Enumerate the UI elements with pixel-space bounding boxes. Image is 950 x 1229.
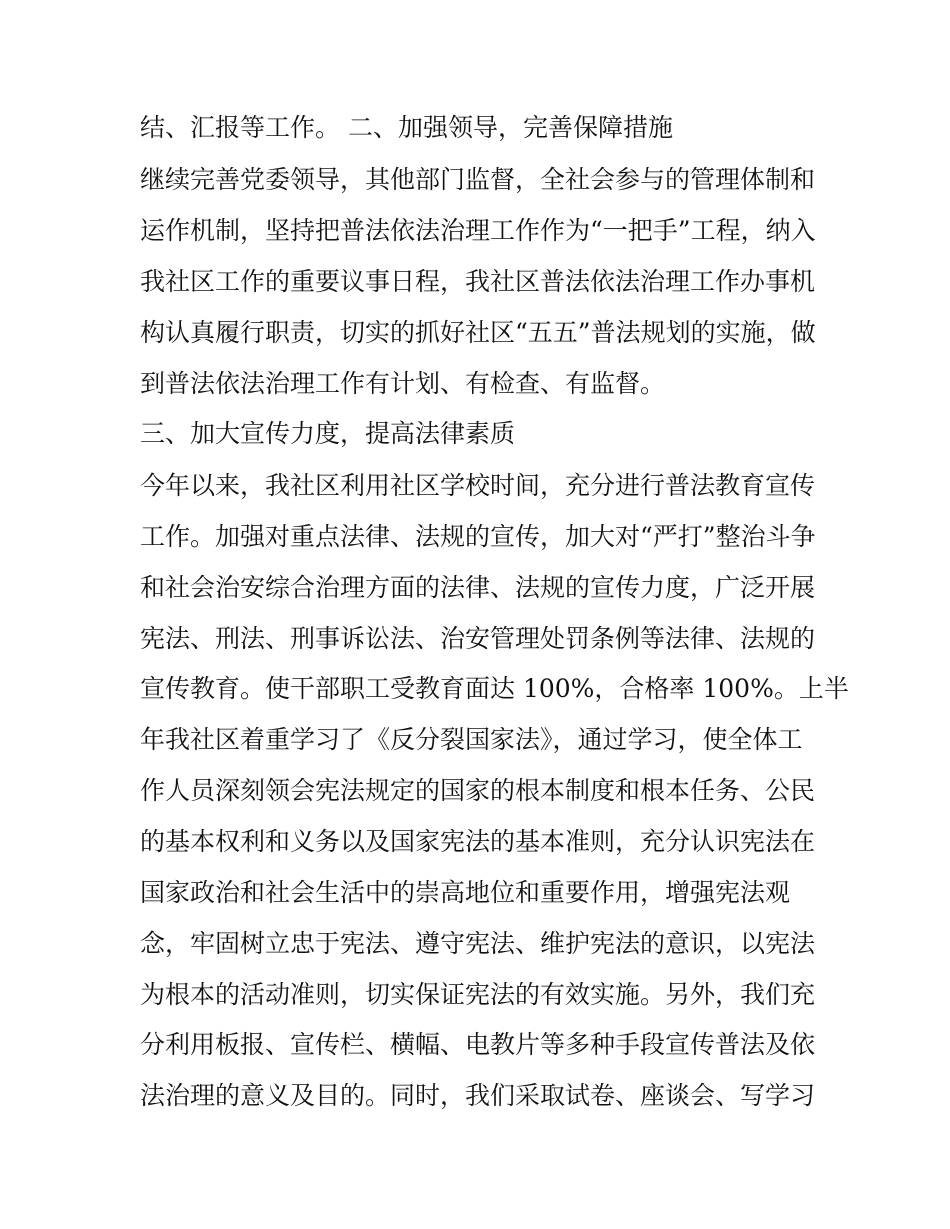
text-line: 工作。加强对重点法律、法规的宣传，加大对“严打”整治斗争 (140, 522, 816, 551)
text-line: 今年以来，我社区利用社区学校时间，充分进行普法教育宣传 (140, 471, 816, 500)
text-line: 结、汇报等工作。 二、加强领导，完善保障措施 (140, 113, 673, 142)
text-line: 继续完善党委领导，其他部门监督，全社会参与的管理体制和 (140, 165, 816, 194)
text-line: 国家政治和社会生活中的崇高地位和重要作用，增强宪法观 (140, 878, 791, 907)
text-line: 运作机制，坚持把普法依法治理工作作为“一把手”工程，纳入 (140, 216, 816, 245)
text-line: 和社会治安综合治理方面的法律、法规的宣传力度，广泛开展 (140, 573, 816, 602)
text-line: 分利用板报、宣传栏、横幅、电教片等多种手段宣传普法及依 (140, 1030, 816, 1059)
text-line: 宣传教育。使干部职工受教育面达 100%，合格率 100%。上半 (140, 674, 849, 703)
text-line: 作人员深刻领会宪法规定的国家的根本制度和根本任务、公民 (140, 776, 816, 805)
text-line: 到普法依法治理工作有计划、有检查、有监督。 (140, 369, 666, 398)
section-heading: 三、加大宣传力度，提高法律素质 (140, 419, 516, 448)
text-line: 念，牢固树立忠于宪法、遵守宪法、维护宪法的意识，以宪法 (140, 929, 816, 958)
text-line: 宪法、刑法、刑事诉讼法、治安管理处罚条例等法律、法规的 (140, 624, 816, 653)
text-line: 法治理的意义及目的。同时，我们采取试卷、座谈会、写学习 (140, 1081, 816, 1110)
text-line: 构认真履行职责，切实的抓好社区“五五”普法规划的实施，做 (140, 318, 816, 347)
text-line: 年我社区着重学习了《反分裂国家法》，通过学习，使全体工 (140, 725, 803, 754)
text-line: 为根本的活动准则，切实保证宪法的有效实施。另外，我们充 (140, 980, 816, 1009)
text-line: 我社区工作的重要议事日程，我社区普法依法治理工作办事机 (140, 267, 816, 296)
text-line: 的基本权利和义务以及国家宪法的基本准则，充分认识宪法在 (140, 827, 816, 856)
